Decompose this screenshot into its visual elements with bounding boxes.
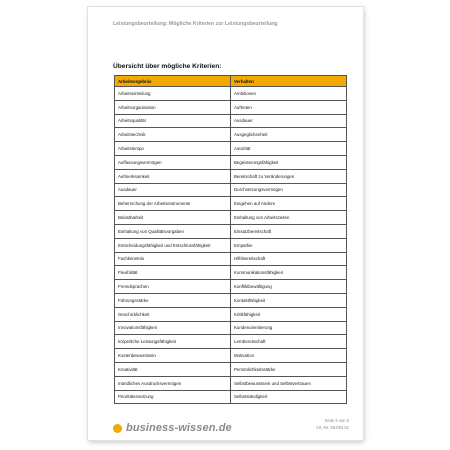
table-row bbox=[115, 293, 347, 307]
table-row bbox=[115, 335, 347, 349]
cell-verhalten: Bereitschaft zu Veränderungen bbox=[231, 169, 347, 183]
cell-arbeitsergebnis: Arbeitsqualität bbox=[115, 114, 231, 128]
cell-verhalten: Ausdauer bbox=[231, 114, 347, 128]
cell-verhalten: Hilfsbereitschaft bbox=[231, 252, 347, 266]
table-header-row bbox=[115, 76, 347, 87]
column-header-arbeitsergebnis: Arbeitsergebnis bbox=[115, 76, 231, 87]
cell-verhalten: Selbstständigkeit bbox=[231, 390, 347, 404]
cell-verhalten: Kundenorientierung bbox=[231, 321, 347, 335]
footer-info bbox=[316, 418, 349, 431]
logo-text: business-wissen.de bbox=[126, 422, 232, 434]
table-row bbox=[115, 155, 347, 169]
cell-arbeitsergebnis: Kreativität bbox=[115, 362, 231, 376]
cell-arbeitsergebnis: Ausdauer bbox=[115, 183, 231, 197]
criteria-table-body bbox=[115, 87, 347, 404]
cell-arbeitsergebnis: Beherrschung der Arbeitsinstrumente bbox=[115, 197, 231, 211]
table-row bbox=[115, 211, 347, 225]
cell-arbeitsergebnis: Flexibilität bbox=[115, 266, 231, 280]
business-wissen-logo bbox=[113, 422, 232, 434]
table-row bbox=[115, 224, 347, 238]
cell-verhalten: Einhaltung von Arbeitszeiten bbox=[231, 211, 347, 225]
table-row bbox=[115, 197, 347, 211]
cell-verhalten: Selbstbewusstsein und Selbstvertrauen bbox=[231, 376, 347, 390]
table-row bbox=[115, 100, 347, 114]
cell-verhalten: Kontaktfähigkeit bbox=[231, 293, 347, 307]
cell-verhalten: Auftreten bbox=[231, 100, 347, 114]
cell-arbeitsergebnis: Belastbarkeit bbox=[115, 211, 231, 225]
cell-arbeitsergebnis: Aufmerksamkeit bbox=[115, 169, 231, 183]
table-row bbox=[115, 252, 347, 266]
cell-arbeitsergebnis: Entscheidungsfähigkeit und Entschlussfähigkeit bbox=[115, 238, 231, 252]
table-row bbox=[115, 142, 347, 156]
cell-verhalten: Konfliktbewältigung bbox=[231, 280, 347, 294]
cell-verhalten: Einsatzbereitschaft bbox=[231, 224, 347, 238]
cell-arbeitsergebnis: Arbeitseinteilung bbox=[115, 87, 231, 101]
column-header-verhalten: Verhalten bbox=[231, 76, 347, 87]
cell-verhalten: Ausgeglichenheit bbox=[231, 128, 347, 142]
table-row bbox=[115, 349, 347, 363]
cell-arbeitsergebnis: mündliches Ausdrucksvermögen bbox=[115, 376, 231, 390]
logo-dot-icon bbox=[113, 424, 122, 433]
cell-verhalten: Kritikfähigkeit bbox=[231, 307, 347, 321]
cell-arbeitsergebnis: Arbeitstechnik bbox=[115, 128, 231, 142]
cell-arbeitsergebnis: Führungsstärke bbox=[115, 293, 231, 307]
table-row bbox=[115, 238, 347, 252]
cell-verhalten: Ambitionen bbox=[231, 87, 347, 101]
cell-arbeitsergebnis: körperliche Leistungsfähigkeit bbox=[115, 335, 231, 349]
table-row bbox=[115, 307, 347, 321]
table-row bbox=[115, 321, 347, 335]
document-page bbox=[88, 7, 363, 440]
table-row bbox=[115, 266, 347, 280]
cell-arbeitsergebnis: Arbeitsorganisation bbox=[115, 100, 231, 114]
cell-verhalten: Motivation bbox=[231, 349, 347, 363]
cell-arbeitsergebnis: Fremdsprachen bbox=[115, 280, 231, 294]
table-row bbox=[115, 280, 347, 294]
running-header: Leistungsbeurteilung: Mögliche Kriterien zur Leistungsbeurteilung bbox=[113, 21, 278, 27]
cell-verhalten: Empathie bbox=[231, 238, 347, 252]
page-number: Seite 2 von 5 bbox=[324, 418, 349, 423]
table-row bbox=[115, 183, 347, 197]
table-row bbox=[115, 114, 347, 128]
cell-verhalten: Autorität bbox=[231, 142, 347, 156]
table-row bbox=[115, 128, 347, 142]
cell-arbeitsergebnis: Arbeitstempo bbox=[115, 142, 231, 156]
cell-verhalten: Begeisterungsfähigkeit bbox=[231, 155, 347, 169]
cell-verhalten: Kommunikationsfähigkeit bbox=[231, 266, 347, 280]
cell-arbeitsergebnis: Einhaltung von Qualitätsvorgaben bbox=[115, 224, 231, 238]
table-row bbox=[115, 376, 347, 390]
cell-arbeitsergebnis: Prioritätensetzung bbox=[115, 390, 231, 404]
article-number: Art.-Nr. 99.093.01 bbox=[315, 424, 349, 430]
cell-arbeitsergebnis: Auffassungsvermögen bbox=[115, 155, 231, 169]
table-row bbox=[115, 362, 347, 376]
cell-verhalten: Eingehen auf Andere bbox=[231, 197, 347, 211]
table-row bbox=[115, 87, 347, 101]
cell-verhalten: Persönlichkeitsstärke bbox=[231, 362, 347, 376]
cell-arbeitsergebnis: Innovationsfähigkeit bbox=[115, 321, 231, 335]
cell-arbeitsergebnis: Fachkenntnis bbox=[115, 252, 231, 266]
cell-arbeitsergebnis: Geschicklichkeit bbox=[115, 307, 231, 321]
cell-verhalten: Lernbereitschaft bbox=[231, 335, 347, 349]
table-row bbox=[115, 169, 347, 183]
criteria-table bbox=[114, 75, 347, 404]
table-row bbox=[115, 390, 347, 404]
section-title: Übersicht über mögliche Kriterien: bbox=[113, 63, 222, 70]
cell-arbeitsergebnis: Kostenbewusstsein bbox=[115, 349, 231, 363]
cell-verhalten: Durchsetzungsvermögen bbox=[231, 183, 347, 197]
